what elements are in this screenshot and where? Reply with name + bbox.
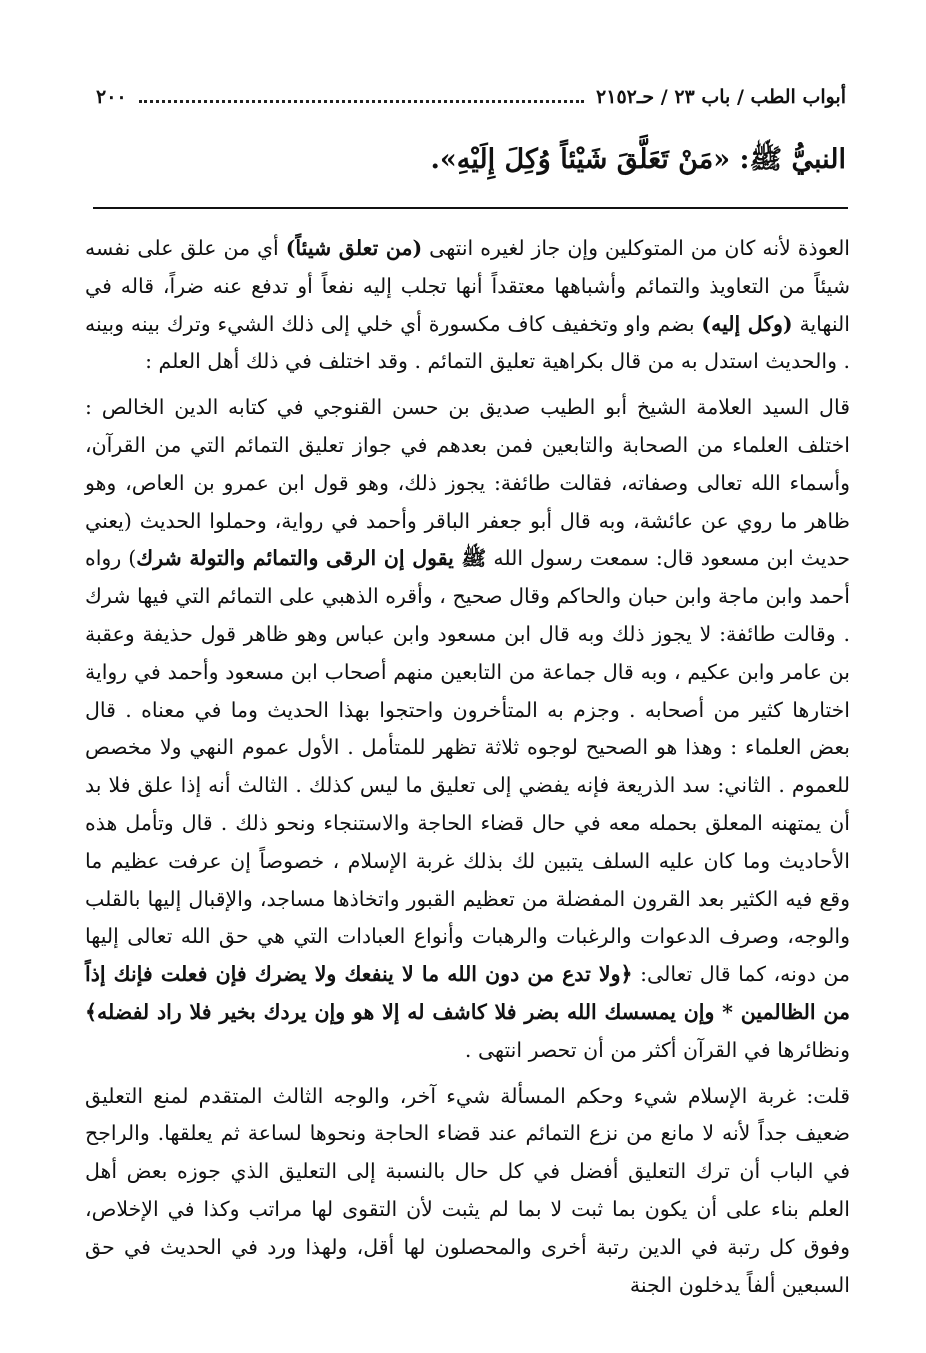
text-run: قال السيد العلامة الشيخ أبو الطيب صديق بن حسن القنوجي في كتابه الدين الخالص : اختلف العلماء من الصحابة والتابعين فمن بعدهم في جواز تعليق التمائم التي من القرآن، وأسماء الله تعالى وصفاته، فقالت طائفة: يجوز ذلك، وهو قول ابن عمرو بن العاص، وهو ظاهر ما روي عن عائشة، وبه قال أبو جعفر الباقر وأحمد في رواية، وحملوا الحديث (يعني حديث ابن مسعود قال: سمعت رسول الله [85,395,850,571]
quran-verse: ﴿ولا تدع من دون الله ما لا ينفعك ولا يضرك فإن فعلت فإنك إذاً من الظالمين * وإن يمسسك الله بضر فلا كاشف له إلا هو وإن يردك بخير فلا راد لفضله﴾ [85,962,850,1024]
text-run: العوذة لأنه كان من المتوكلين وإن جاز لغيره انتهى [422,236,851,260]
bold-phrase: ﷺ يقول إن الرقى والتمائم والتولة شرك [136,546,487,571]
text-run: ونظائرها في القرآن أكثر من أن تحصر انتهى . [464,1037,850,1062]
hadith-text [90,132,846,188]
commentary [85,230,850,1312]
commentary-paragraph-2 [85,389,850,1069]
running-header [96,82,846,112]
bold-phrase: (وكل إليه) [701,311,793,336]
page-number: ٢٠٠ [96,86,127,108]
commentary-paragraph-3 [85,1078,850,1305]
section-title: أبواب الطب / باب ٢٣ / حـ٢١٥٢ [596,86,846,108]
commentary-paragraph-1 [85,230,850,381]
text-run: قلت: غربة الإسلام شيء وحكم المسألة شيء آخر، والوجه الثالث المتقدم لمنع التعليق ضعيف جداً لأنه لا مانع من نزع التمائم عند قضاء الحاجة ونحوها لساعة ثم يعلقها. والراجح في الباب أن ترك التعليق أفضل في كل حال بالنسبة إلى التعليق الذي جوزه بعض أهل العلم بناء على أن يكون بما ثبت لا بما لم يثبت لأن التقوى لها مراتب وكذا في الإخلاص، وفوق كل رتبة في الدين رتبة أخرى والمحصلون لها أقل، ولهذا ورد في الحديث في حق السبعين ألفاً يدخلون الجنة [85,1083,850,1297]
text-run: أي من علق على نفسه شيئاً من التعاويذ والتمائم وأشباهها معتقداً أنها تجلب إليه نفعاً أو تدفع عنه ضراً، قاله في النهاية [85,236,850,336]
hadith-quote: «مَنْ تَعَلَّقَ شَيْئاً وُكِلَ إِلَيْهِ». [430,144,731,175]
hadith-prefix: النبيُّ ﷺ: [730,144,846,175]
bold-phrase: (من تعلق شيئاً) [285,236,423,260]
text-run: ) رواه أحمد وابن ماجة وابن حبان والحاكم وقال صحيح ، وأقره الذهبي على التمائم التي فيها شرك . وقالت طائفة: لا يجوز ذلك وبه قال ابن مسعود وابن عباس وهو ظاهر قول حذيفة وعقبة بن عامر وابن عكيم ، وبه قال جماعة من التابعين منهم أصحاب ابن مسعود وأحمد في رواية اختارها كثير من أصحابه . وجزم به المتأخرون واحتجوا بهذا الحديث وما في معناه . قال بعض العلماء : وهذا هو الصحيح لوجوه ثلاثة تظهر للمتأمل . الأول عموم النهي ولا مخصص للعموم . الثاني: سد الذريعة فإنه يفضي إلى تعليق ما ليس كذلك . الثالث أنه إذا علق فلا بد أن يمتهنه المعلق بحمله معه في حال قضاء الحاجة والاستنجاء ونحو ذلك . قال وتأمل هذه الأحاديث وما كان عليه السلف يتبين لك بذلك غربة الإسلام ، خصوصاً إن عرفت عظيم ما وقع فيه الكثير بعد القرون المفضلة من تعظيم القبور واتخاذها مساجد، والإقبال إليها بالقلب والوجه، وصرف الدعوات والرغبات والرهبات وأنواع العبادات التي هي حق الله تعالى إليها من دونه، كما قال تعالى: [85,546,851,987]
separator-rule [93,207,848,209]
dotted-leader [139,100,584,103]
text-run: بضم واو وتخفيف كاف مكسورة أي خلي إلى ذلك الشيء وترك بينه وبينه . والحديث استدل به من قال بكراهية تعليق التمائم . وقد اختلف في ذلك أهل العلم : [85,311,850,374]
